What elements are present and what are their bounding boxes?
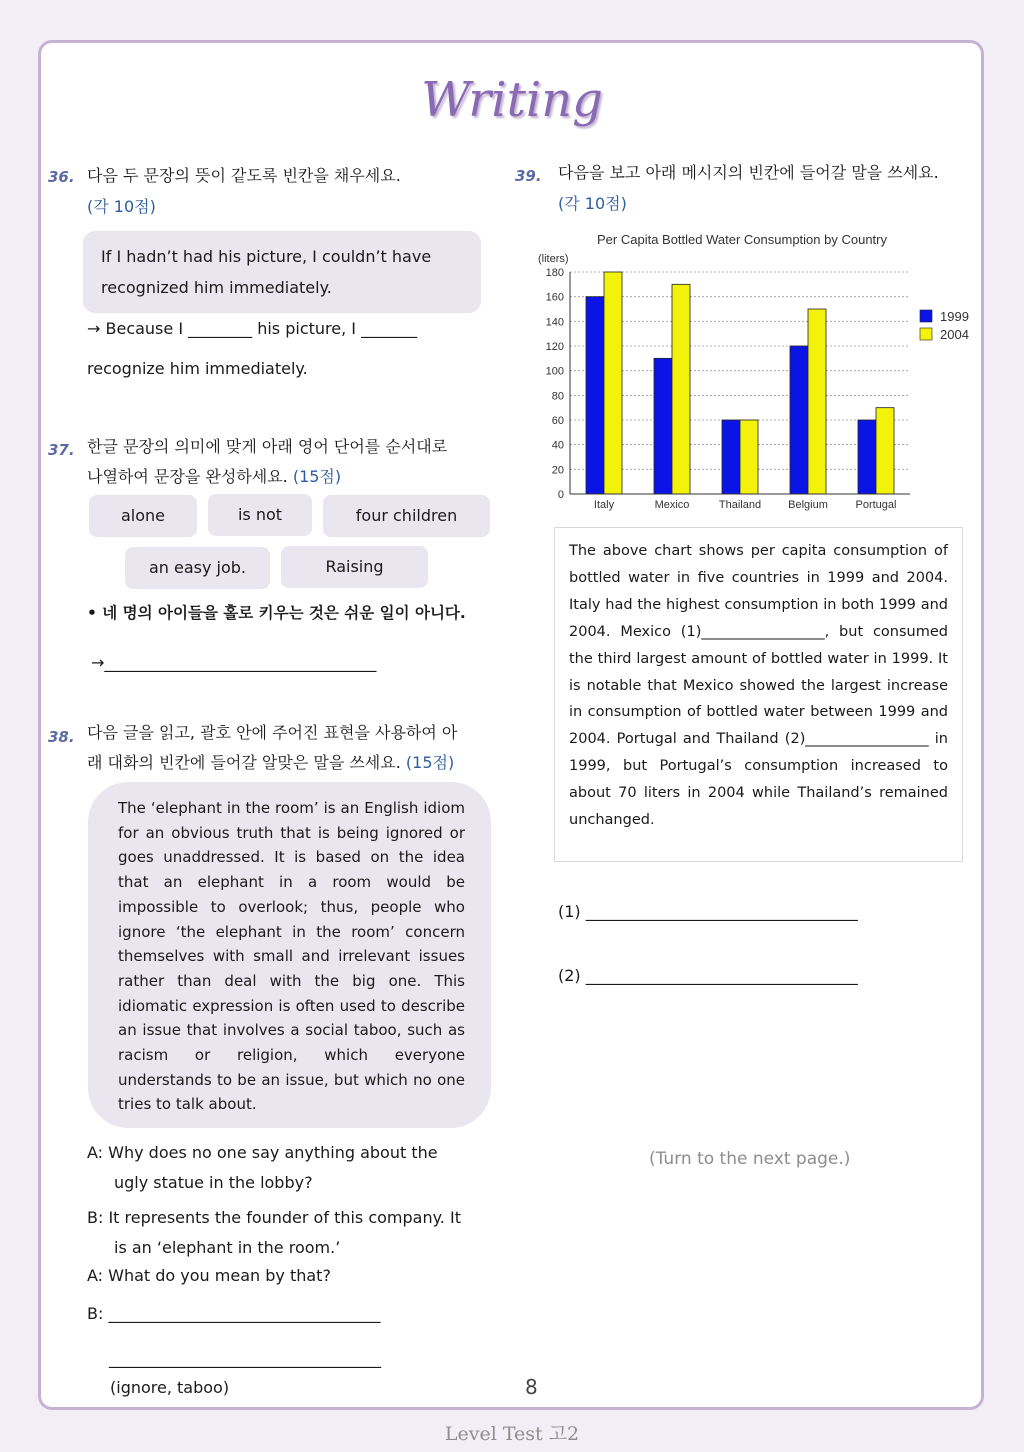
q39-points: (각 10점) [558,194,627,213]
chart-ylabel: (liters) [538,253,569,265]
bar-portugal-2004 [876,408,894,494]
bar-belgium-2004 [808,309,826,494]
y-tick-label: 80 [551,390,564,403]
q37-instruction-line2-wrap [87,462,341,492]
q36-number: 36. [48,168,75,186]
q39-number: 39. [515,167,542,185]
q39-answer-1[interactable]: (1) __________________________________ [558,902,858,921]
dialog-b2-answer-line2[interactable]: __________________________________ [109,1349,381,1368]
q39-paragraph: The above chart shows per capita consumption of bottled water in five countries in 1999 and 2004. Italy had the highest consumption in both 1999 and 2004. Mexico (1)_________________, but consumed the third largest amount of bottled water in 1999. It is notable that Mexico showed the largest increase in consumption of bottled water between 1999 and 2004. Portugal and Thailand (2)_________________ in 1999, but Portugal’s consumption increased to about 70 liters in 2004 while Thailand’s remained unchanged. [554,527,963,862]
q36-instruction: 다음 두 문장의 뜻이 같도록 빈칸을 채우세요. [87,166,401,185]
q37-instruction-line1: 한글 문장의 의미에 맞게 아래 영어 단어를 순서대로 [87,437,448,456]
bar-italy-1999 [586,297,604,494]
q37-points: (15점) [292,467,342,486]
q38-passage: The ‘elephant in the room’ is an English idiom for an obvious truth that is being ignored or goes unaddressed. It is based on the idea that an elephant in a room would be impossible to overlook; thus, people who ignore ‘the elephant in the room’ concern themselves with small and irrelevant issues rather than deal with the big one. This idiomatic expression is often used to describe an issue that involves a social taboo, such as racism or religion, which everyone understands to be an issue, but which no one tries to talk about. [88,782,491,1128]
q39-answer-2[interactable]: (2) __________________________________ [558,966,858,985]
bar-mexico-1999 [654,358,672,494]
q37-number: 37. [48,441,75,459]
bar-mexico-2004 [672,284,690,494]
bar-thailand-2004 [740,420,758,494]
y-tick-label: 120 [545,341,564,353]
q38-hint: (ignore, taboo) [110,1378,230,1397]
footer-level-test: Level Test 고2 [444,1423,580,1445]
legend-swatch-2004 [920,328,932,340]
page-number: 8 [525,1375,538,1399]
word-chip-four-children[interactable]: four children [323,495,490,537]
word-chip-is-not[interactable]: is not [208,494,312,536]
q36-sentence-box [83,231,481,313]
y-tick-label: 20 [551,464,564,477]
word-chip-raising[interactable]: Raising [281,546,428,588]
dialog-b2-answer[interactable]: B: __________________________________ [87,1304,381,1323]
q37-korean-sentence: • 네 명의 아이들을 홀로 키우는 것은 쉬운 일이 아니다. [87,604,466,622]
turn-page-note: (Turn to the next page.) [649,1149,851,1169]
q38-number: 38. [48,728,75,746]
legend-label-1999: 1999 [940,309,969,324]
dialog-a1-line1: A: Why does no one say anything about the [87,1143,438,1162]
x-tick-label: Portugal [855,499,897,511]
bar-belgium-1999 [790,346,808,494]
legend-swatch-1999 [920,310,932,322]
y-tick-label: 180 [545,267,564,279]
q36-answer-line1[interactable]: → Because I ________ his picture, I _______ [87,319,418,338]
word-chip-alone[interactable]: alone [89,495,197,537]
x-tick-label: Mexico [654,499,690,511]
y-tick-label: 100 [545,365,564,378]
q38-instruction-line2-wrap [87,748,454,778]
chart-title: Per Capita Bottled Water Consumption by Country [597,232,887,247]
bar-portugal-1999 [858,420,876,494]
q36-points: (각 10점) [87,197,156,216]
page-title: Writing [421,72,603,128]
q36-sentence-line2: recognized him immediately. [101,278,332,297]
dialog-b1-line1: B: It represents the founder of this company. It [87,1208,461,1227]
q37-instruction-line2: 나열하여 문장을 완성하세요. [87,467,288,486]
x-tick-label: Belgium [788,499,828,511]
q38-points: (15점) [405,753,455,772]
q39-instruction: 다음을 보고 아래 메시지의 빈칸에 들어갈 말을 쓰세요. [558,163,939,182]
bar-thailand-1999 [722,420,740,494]
q38-instruction-line2: 래 대화의 빈칸에 들어갈 알맞은 말을 쓰세요. [87,753,401,772]
word-chip-easy-job[interactable]: an easy job. [125,547,270,589]
dialog-a2: A: What do you mean by that? [87,1266,331,1285]
dialog-a1-line2: ugly statue in the lobby? [114,1173,313,1192]
legend-label-2004: 2004 [940,327,969,342]
q38-instruction-line1: 다음 글을 읽고, 괄호 안에 주어진 표현을 사용하여 아 [87,723,458,742]
bottled-water-chart [530,226,990,518]
y-tick-label: 160 [545,291,564,304]
y-tick-label: 140 [545,316,564,329]
q36-sentence-line1: If I hadn’t had his picture, I couldn’t have [101,247,432,266]
q36-answer-line2: recognize him immediately. [87,359,308,378]
q37-answer-line[interactable]: →__________________________________ [91,653,377,672]
y-tick-label: 40 [551,439,564,452]
x-tick-label: Italy [593,499,615,511]
x-tick-label: Thailand [718,499,762,511]
y-tick-label: 60 [551,415,564,427]
bar-italy-2004 [604,272,622,494]
dialog-b1-line2: is an ‘elephant in the room.’ [114,1238,341,1257]
y-tick-label: 0 [557,489,564,501]
